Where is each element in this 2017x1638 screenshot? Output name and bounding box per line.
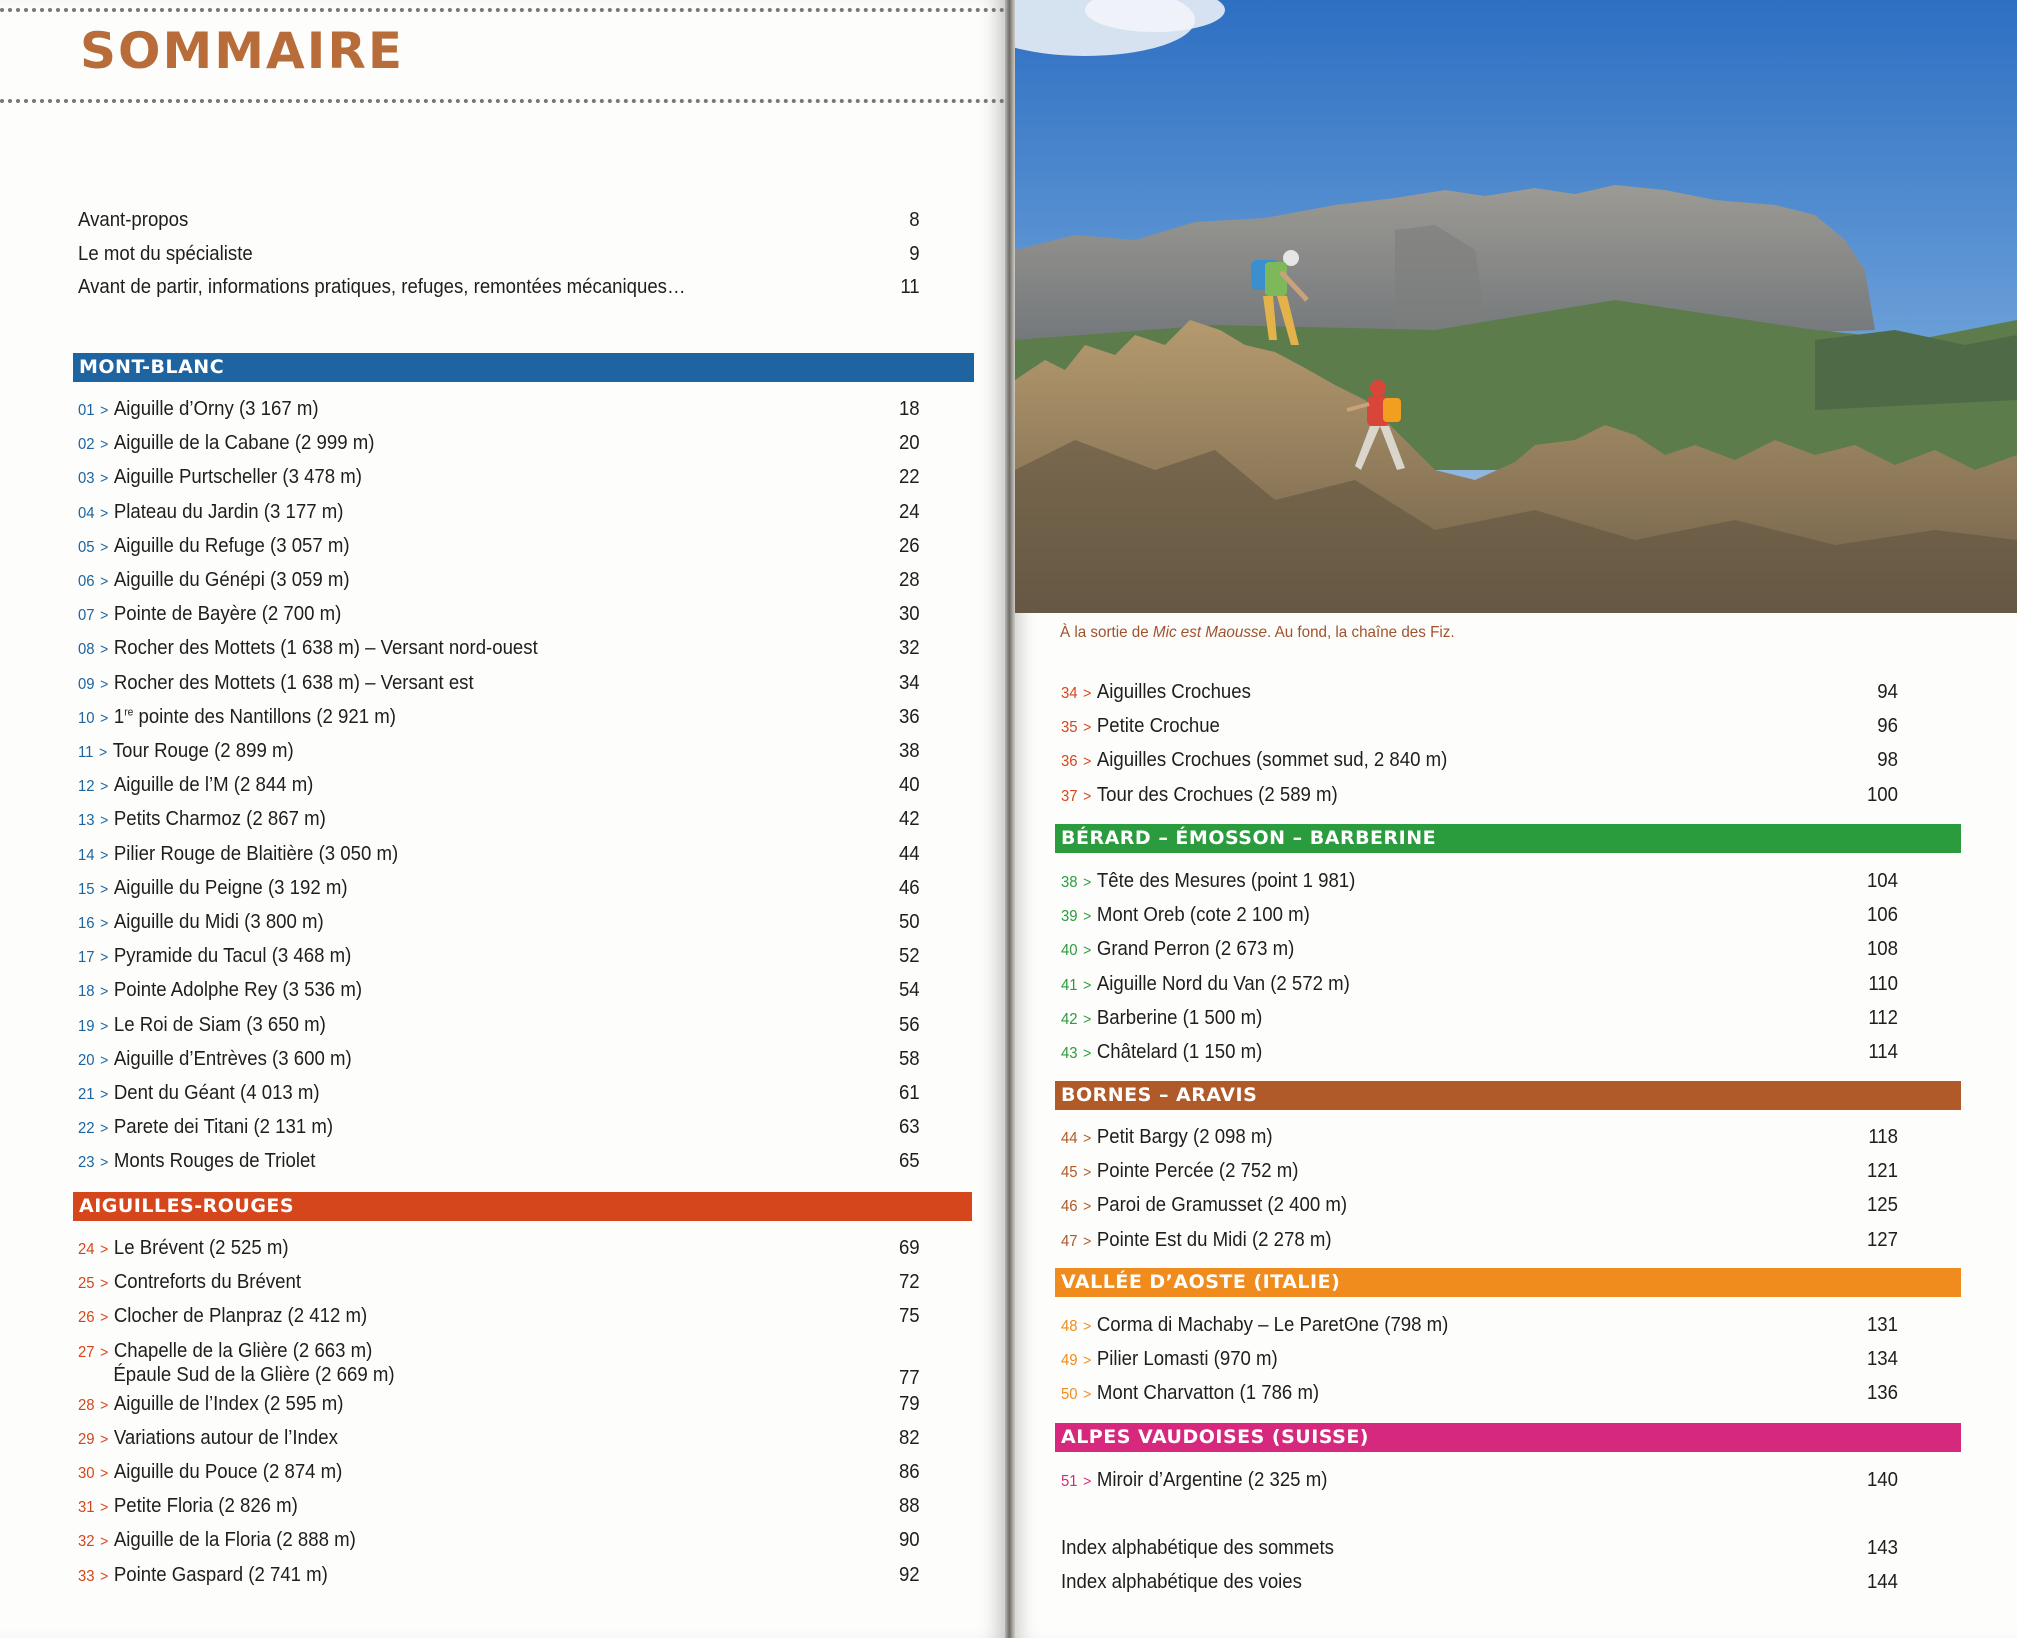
toc-row[interactable] [1061,1190,1898,1220]
entry-page-number: 65 [898,1150,920,1173]
entry-title: Grand Perron (2 673 m) [1096,938,1295,961]
entry-page-number: 125 [1866,1194,1898,1217]
entry-number: 18 [78,983,95,1001]
entry-title: Contreforts du Brévent [113,1271,301,1294]
toc-row[interactable] [1061,677,1898,707]
entry-number: 39 [1061,908,1078,926]
entry-title: Aiguille du Génépi (3 059 m) [113,569,350,591]
entry-title: Plateau du Jardin (3 177 m) [113,500,344,523]
entry-title: Pilier Lomasti (970 m) [1096,1348,1278,1371]
entry-title: Le mot du spécialiste [78,242,253,265]
entry-page-number: 144 [1866,1571,1898,1594]
section-mont-blanc: MONT-BLANC [73,353,974,382]
entry-title: Aiguille d’Orny (3 167 m) [113,398,319,420]
entry-title: Aiguille du Pouce (2 874 m) [113,1461,343,1483]
toc-row[interactable] [1061,1533,1898,1563]
section-vallee-aoste: VALLÉE D’AOSTE (ITALIE) [1055,1268,1961,1297]
entry-number: 08 [78,641,95,659]
entry-title: Pointe Adolphe Rey (3 536 m) [113,979,363,1002]
entry-page-number: 110 [1868,972,1898,995]
entry-page-number: 98 [1877,749,1898,772]
far-ridge-right [1815,330,2017,410]
climbing-photo [1015,0,2017,613]
entry-separator: > [100,949,109,967]
entry-separator: > [1083,1045,1092,1062]
caption-text-end: . Au fond, la chaîne des Fiz. [1266,624,1455,641]
entry-page-number: 46 [898,876,920,899]
entry-page-number: 69 [898,1237,920,1259]
entry-page-number: 112 [1868,1006,1898,1029]
entry-title: Variations autour de l’Index [113,1426,338,1449]
entry-number: 37 [1061,787,1078,805]
entry-page-number: 42 [898,808,920,831]
entry-title-ordinal: 1 [113,705,125,728]
entry-separator: > [100,1051,109,1069]
entry-title: Le Brévent (2 525 m) [113,1237,289,1259]
toc-row[interactable] [78,839,920,869]
entry-separator: > [100,846,109,864]
entry-number: 20 [78,1051,95,1069]
entry-separator: > [100,641,109,659]
entry-number: 34 [1061,685,1078,702]
entry-page-number: 131 [1866,1314,1898,1336]
toc-row[interactable] [78,1146,920,1176]
entry-separator: > [1083,1318,1092,1335]
entry-number: 15 [78,880,95,898]
entry-number: 38 [1061,874,1078,891]
entry-page-number: 8 [909,209,920,231]
section-alpes-vaudoises: ALPES VAUDOISES (SUISSE) [1055,1423,1961,1452]
toc-row[interactable] [78,599,920,629]
toc-row[interactable] [78,1078,920,1108]
toc-row[interactable] [1061,1122,1898,1152]
entry-separator: > [100,778,109,796]
entry-number: 21 [78,1086,95,1103]
entry-separator: > [100,1309,109,1327]
entry-page-number: 79 [898,1392,920,1415]
entry-number: 23 [78,1154,95,1172]
entry-title: Le Roi de Siam (3 650 m) [113,1013,326,1036]
entry-number: 13 [78,812,95,830]
entry-title: Avant-propos [78,209,189,231]
entry-title: pointe des Nantillons (2 921 m) [133,705,396,728]
entry-title: Aiguille de la Cabane (2 999 m) [113,432,375,455]
entry-separator: > [1083,685,1092,702]
entry-page-number: 106 [1866,904,1898,927]
entry-title: Aiguille du Midi (3 800 m) [113,911,324,933]
entry-number: 48 [1061,1318,1078,1335]
entry-page-number: 26 [898,534,920,557]
entry-number: 07 [78,607,95,625]
entry-title: Avant de partir, informations pratiques, refuges, remontées mécaniques… [78,276,686,298]
book-gutter [1005,0,1015,1638]
entry-page-number: 92 [898,1563,920,1586]
entry-number: 44 [1061,1130,1078,1147]
entry-number: 11 [78,744,94,761]
entry-title: Pyramide du Tacul (3 468 m) [113,945,352,968]
entry-number: 49 [1061,1352,1078,1370]
entry-title: Tête des Mesures (point 1 981) [1096,870,1356,892]
entry-title: Aiguille de l’Index (2 595 m) [113,1392,344,1415]
entry-page-number: 52 [898,945,920,968]
toc-row[interactable] [78,941,920,971]
entry-separator: > [100,607,109,625]
entry-title: Aiguille de la Floria (2 888 m) [113,1529,356,1552]
toc-row[interactable] [78,497,920,527]
entry-title: Châtelard (1 150 m) [1096,1041,1263,1063]
entry-number: 51 [1061,1473,1078,1490]
toc-row[interactable] [78,1560,920,1590]
entry-number: 40 [1061,942,1078,960]
entry-page-number: 134 [1866,1348,1898,1371]
entry-title: Tour Rouge (2 899 m) [112,740,294,762]
toc-row[interactable] [78,1423,920,1453]
toc-row[interactable] [78,668,920,698]
entry-number: 12 [78,778,95,796]
entry-separator: > [1083,1473,1092,1490]
entry-number: 31 [78,1499,95,1517]
entry-title-line2: Épaule Sud de la Glière (2 669 m) [113,1363,395,1386]
entry-separator: > [1083,719,1092,737]
entry-page-number: 121 [1866,1160,1898,1183]
entry-separator: > [100,915,109,932]
entry-page-number: 50 [898,911,920,933]
entry-page-number: 118 [1868,1126,1898,1148]
entry-separator: > [1083,787,1092,805]
entry-page-number: 38 [898,740,920,762]
entry-title: Aiguilles Crochues (sommet sud, 2 840 m) [1096,749,1448,772]
entry-page-number: 63 [898,1116,920,1139]
toc-row[interactable] [78,1525,920,1555]
entry-page-number: 44 [898,842,920,865]
entry-separator: > [100,675,109,693]
entry-separator: > [1083,1164,1092,1182]
toc-row[interactable] [78,394,920,424]
entry-separator: > [100,1499,109,1517]
entry-page-number: 28 [898,569,920,591]
entry-page-number: 61 [898,1082,920,1104]
entry-title: Aiguille d’Entrèves (3 600 m) [113,1047,352,1070]
toc-row[interactable] [78,239,920,269]
entry-page-number: 40 [898,774,920,797]
entry-number: 17 [78,949,95,967]
entry-separator: > [100,1465,109,1482]
photo-caption [1060,624,1455,642]
entry-title: Index alphabétique des sommets [1061,1537,1334,1559]
toc-row[interactable] [78,873,920,903]
toc-row[interactable] [78,428,920,458]
entry-title: Pointe de Bayère (2 700 m) [113,603,342,626]
entry-page-number: 34 [898,671,920,694]
entry-page-number: 72 [898,1271,920,1294]
title-dotted-rule [0,99,1005,103]
entry-page-number: 54 [898,979,920,1002]
toc-row[interactable] [78,1267,920,1297]
toc-row[interactable] [78,1010,920,1040]
entry-separator: > [1083,874,1092,891]
entry-separator: > [1083,1386,1092,1404]
entry-page-number: 86 [898,1461,920,1483]
caption-route-name: Mic est Maousse [1152,624,1267,641]
entry-page-number: 77 [898,1366,920,1389]
entry-separator: > [100,1086,109,1103]
entry-page-number: 20 [898,432,920,455]
entry-number: 43 [1061,1045,1078,1062]
entry-page-number: 88 [898,1495,920,1518]
entry-separator: > [100,1396,109,1414]
entry-separator: > [1083,1352,1092,1370]
section-bornes-aravis: BORNES – ARAVIS [1055,1081,1961,1110]
entry-separator: > [100,1241,109,1258]
toc-row[interactable] [78,702,920,732]
entry-title: Petite Floria (2 826 m) [113,1495,298,1518]
entry-number: 05 [78,538,95,556]
entry-page-number: 24 [898,500,920,523]
entry-title: Parete dei Titani (2 131 m) [113,1116,334,1139]
toc-row[interactable] [78,1389,920,1419]
entry-separator: > [100,573,109,590]
entry-page-number: 90 [898,1529,920,1552]
entry-title: Corma di Machaby – Le Paretʘne (798 m) [1096,1314,1449,1336]
entry-number: 10 [78,709,95,727]
entry-separator: > [1083,1198,1092,1216]
entry-separator: > [100,436,109,454]
entry-number: 45 [1061,1164,1078,1182]
entry-page-number: 82 [898,1426,920,1449]
entry-page-number: 30 [898,603,920,626]
toc-row[interactable] [1061,1310,1898,1340]
entry-page-number: 114 [1868,1041,1898,1063]
toc-row[interactable] [78,736,920,766]
toc-row[interactable] [78,1301,920,1331]
entry-title: Monts Rouges de Triolet [113,1150,316,1173]
toc-row[interactable] [78,1112,920,1142]
entry-page-number: 18 [898,398,920,420]
toc-row[interactable] [1061,1156,1898,1186]
entry-separator: > [1083,1232,1092,1250]
entry-page-number: 56 [898,1013,920,1036]
entry-number: 03 [78,470,95,488]
section-aiguilles-rouges: AIGUILLES-ROUGES [73,1192,972,1221]
entry-separator: > [1083,976,1092,994]
entry-page-number: 22 [898,466,920,489]
toc-row[interactable] [78,975,920,1005]
entry-number: 36 [1061,753,1078,771]
entry-number: 06 [78,573,95,590]
entry-separator: > [100,880,109,898]
entry-separator: > [1083,942,1092,960]
entry-number: 35 [1061,719,1078,737]
entry-separator: > [100,470,109,488]
entry-title: Mont Charvatton (1 786 m) [1096,1382,1320,1405]
toc-row[interactable] [78,531,920,561]
toc-row[interactable] [78,770,920,800]
entry-number: 01 [78,402,95,419]
entry-title: Aiguilles Crochues [1096,681,1251,703]
entry-separator: > [100,1275,109,1293]
entry-title: Paroi de Gramusset (2 400 m) [1096,1194,1348,1217]
entry-title: Index alphabétique des voies [1061,1571,1302,1594]
entry-title: Aiguille Purtscheller (3 478 m) [113,466,362,489]
toc-row[interactable] [78,272,920,302]
entry-number: 32 [78,1533,95,1551]
entry-title: Tour des Crochues (2 589 m) [1096,783,1338,806]
toc-row[interactable] [1061,1003,1898,1033]
caption-text: À la sortie de [1060,624,1153,641]
toc-row[interactable] [1061,1037,1898,1067]
entry-title: Rocher des Mottets (1 638 m) – Versant nord-ouest [113,637,538,660]
section-berard-emosson-barberine: BÉRARD – ÉMOSSON – BARBERINE [1055,824,1961,853]
entry-page-number: 11 [900,276,920,298]
entry-number: 22 [78,1120,95,1138]
entry-title: Pointe Percée (2 752 m) [1096,1160,1299,1183]
entry-number: 46 [1061,1198,1078,1216]
entry-title: Mont Oreb (cote 2 100 m) [1096,904,1310,927]
entry-page-number: 9 [909,242,920,265]
entry-number: 29 [78,1430,95,1448]
toc-row[interactable] [78,1233,920,1263]
entry-separator: > [100,983,109,1001]
entry-separator: > [100,1430,109,1448]
toc-row[interactable] [78,205,920,235]
entry-separator: > [100,504,109,522]
entry-page-number: 36 [898,705,920,728]
entry-page-number: 140 [1866,1469,1898,1491]
entry-title: Aiguille du Peigne (3 192 m) [113,876,348,899]
toc-row[interactable] [78,1491,920,1521]
toc-row[interactable] [1061,1225,1898,1255]
entry-title: Barberine (1 500 m) [1096,1006,1263,1029]
entry-separator: > [100,1120,109,1138]
toc-row[interactable] [1061,900,1898,930]
toc-row[interactable] [1061,1465,1898,1495]
entry-page-number: 127 [1866,1228,1898,1251]
entry-title: Aiguille du Refuge (3 057 m) [113,534,350,557]
toc-row[interactable] [78,1457,920,1487]
entry-separator: > [100,538,109,556]
entry-number: 33 [78,1567,95,1585]
entry-separator: > [1083,1010,1092,1028]
entry-title: Pointe Gaspard (2 741 m) [113,1563,328,1586]
entry-number: 50 [1061,1386,1078,1404]
toc-row[interactable] [1061,1344,1898,1374]
entry-number: 25 [78,1275,95,1293]
entry-number: 04 [78,504,95,522]
entry-title: Aiguille Nord du Van (2 572 m) [1096,972,1350,995]
entry-title: Pilier Rouge de Blaitière (3 050 m) [113,842,399,865]
entry-number: 14 [78,846,95,864]
toc-row[interactable] [1061,934,1898,964]
entry-separator: > [100,1017,109,1035]
entry-title: Petits Charmoz (2 867 m) [113,808,326,831]
entry-title: Chapelle de la Glière (2 663 m) [113,1339,373,1362]
entry-number: 02 [78,436,95,454]
entry-title: Aiguille de l’M (2 844 m) [113,774,314,797]
entry-number: 19 [78,1017,95,1035]
entry-page-number: 104 [1866,870,1898,892]
entry-number: 42 [1061,1010,1078,1028]
entry-number: 30 [78,1465,95,1482]
toc-row[interactable] [1061,745,1898,775]
toc-row[interactable] [78,1336,920,1396]
entry-separator: > [1083,1130,1092,1147]
entry-title: Pointe Est du Midi (2 278 m) [1096,1228,1332,1251]
entry-page-number: 96 [1877,715,1898,738]
toc-row[interactable] [1061,969,1898,999]
entry-number: 41 [1061,976,1078,994]
toc-row[interactable] [1061,1567,1898,1597]
page-title: SOMMAIRE [80,22,404,80]
toc-row[interactable] [1061,780,1898,810]
entry-page-number: 143 [1866,1537,1898,1559]
entry-number: 16 [78,915,95,932]
entry-title: Miroir d’Argentine (2 325 m) [1096,1469,1328,1491]
toc-row[interactable] [1061,1378,1898,1408]
entry-title: Dent du Géant (4 013 m) [113,1082,320,1104]
entry-separator: > [100,709,109,727]
entry-page-number: 32 [898,637,920,660]
top-dotted-rule [0,8,1005,12]
toc-row[interactable] [1061,866,1898,896]
entry-number: 27 [78,1343,95,1361]
entry-title-superscript: re [124,706,134,719]
toc-row[interactable] [78,1044,920,1074]
entry-page-number: 136 [1866,1382,1898,1405]
entry-title: Petit Bargy (2 098 m) [1096,1126,1273,1148]
entry-number: 26 [78,1309,95,1327]
entry-separator: > [100,402,109,419]
entry-separator: > [100,812,109,830]
toc-row[interactable] [1061,711,1898,741]
toc-row[interactable] [78,565,920,595]
entry-separator: > [99,744,108,761]
entry-separator: > [1083,908,1092,926]
entry-number: 47 [1061,1232,1078,1250]
entry-page-number: 58 [898,1047,920,1070]
toc-row[interactable] [78,804,920,834]
entry-separator: > [100,1154,109,1172]
entry-title: Rocher des Mottets (1 638 m) – Versant est [113,671,474,694]
entry-separator: > [100,1533,109,1551]
entry-page-number: 100 [1866,783,1898,806]
entry-number: 24 [78,1241,95,1258]
entry-page-number: 94 [1877,681,1898,703]
entry-page-number: 75 [898,1305,920,1328]
toc-row[interactable] [78,633,920,663]
entry-number: 09 [78,675,95,693]
entry-separator: > [100,1343,109,1361]
toc-row[interactable] [78,907,920,937]
entry-number: 28 [78,1396,95,1414]
entry-title: Clocher de Planpraz (2 412 m) [113,1305,368,1328]
entry-separator: > [1083,753,1092,771]
entry-page-number: 108 [1866,938,1898,961]
entry-title: Petite Crochue [1096,715,1220,738]
entry-separator: > [100,1567,109,1585]
toc-row[interactable] [78,462,920,492]
